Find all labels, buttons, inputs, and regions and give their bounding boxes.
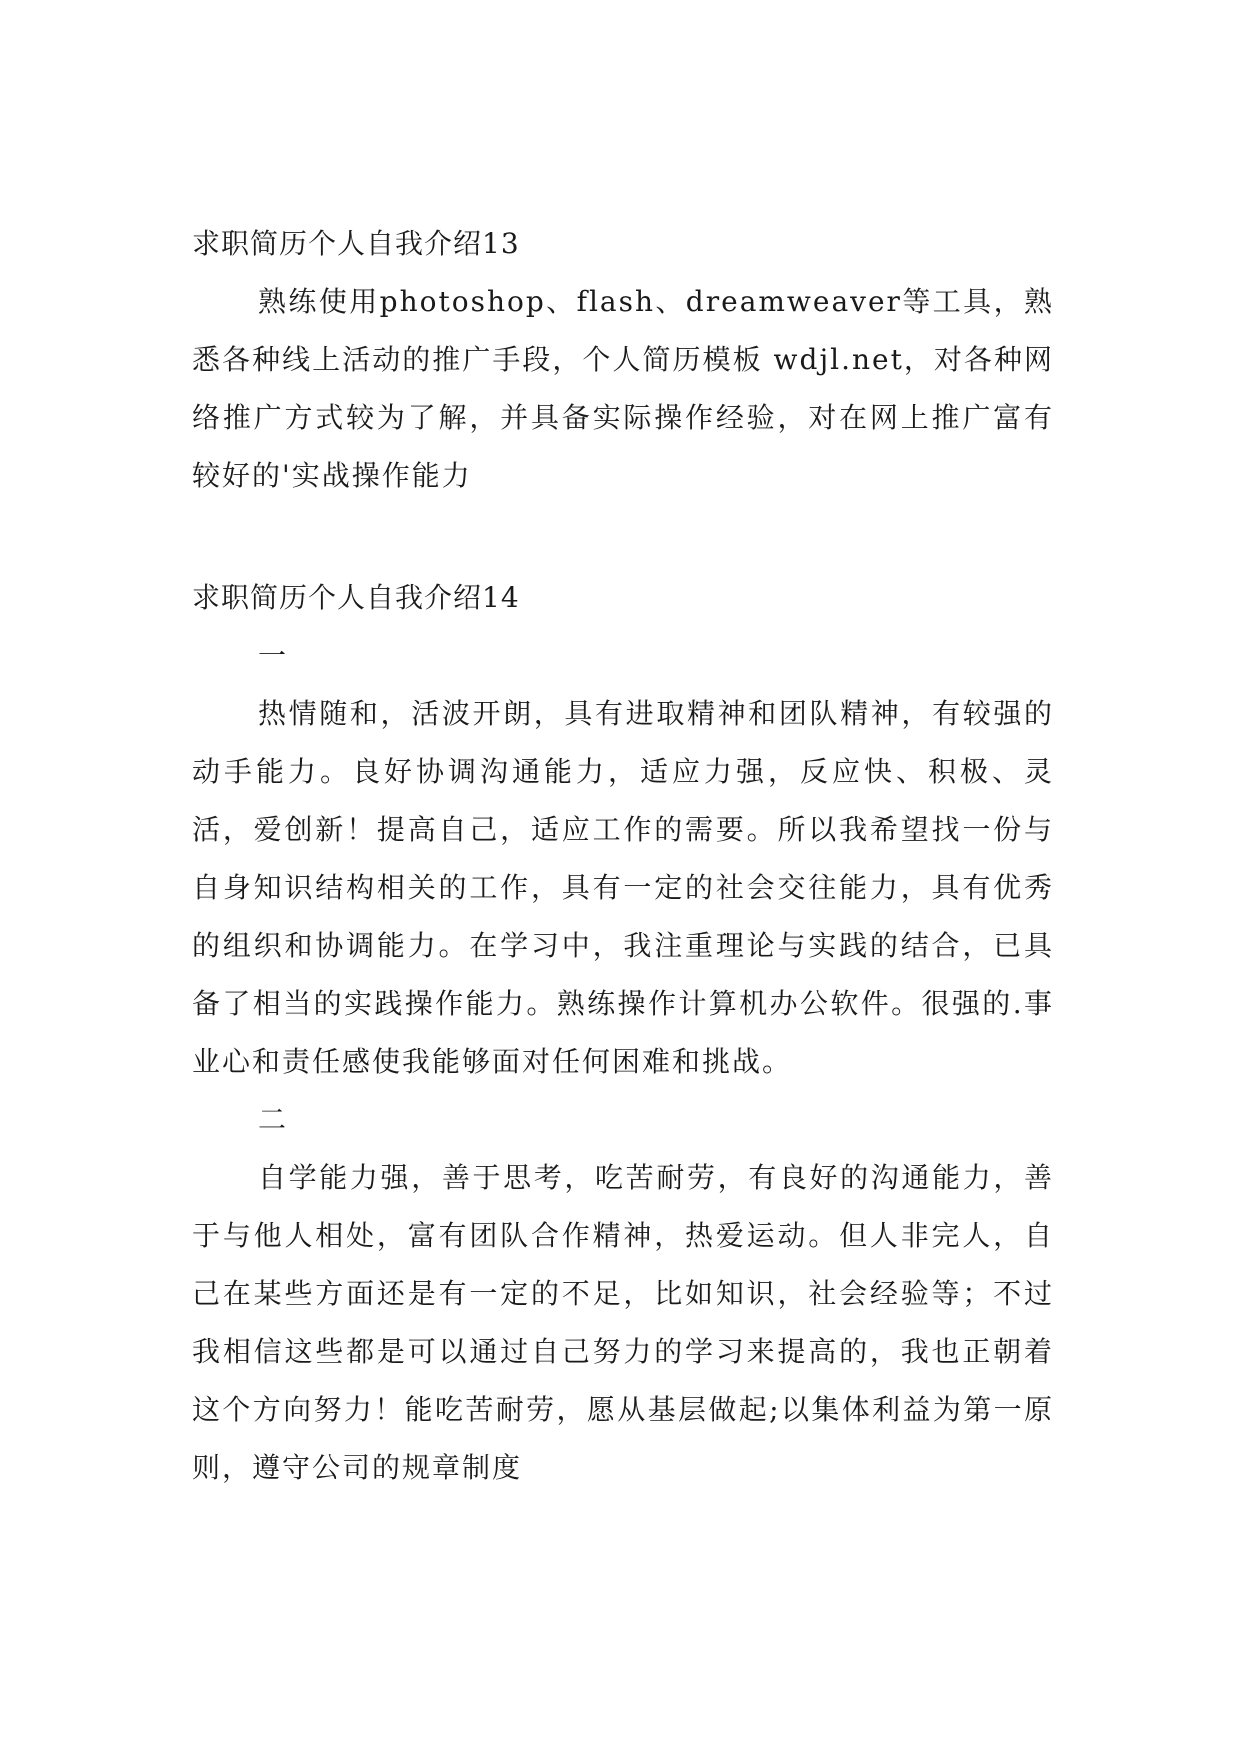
part-marker-one: 一 — [258, 639, 287, 672]
document-content — [192, 215, 1054, 1497]
section-title-14: 求职简历个人自我介绍14 — [192, 581, 520, 614]
section-13-paragraph: 熟练使用photoshop、flash、dreamweaver等工具，熟悉各种线上活动的推广手段，个人简历模板 wdjl.net，对各种网络推广方式较为了解，并具备实际操作经验，对在网上推广富有较好的'实战操作能力 — [192, 285, 1054, 492]
section-spacer — [192, 505, 1054, 569]
section-title-13: 求职简历个人自我介绍13 — [192, 227, 520, 260]
part-two-paragraph: 自学能力强，善于思考，吃苦耐劳，有良好的沟通能力，善于与他人相处，富有团队合作精神，热爱运动。但人非完人，自己在某些方面还是有一定的不足，比如知识，社会经验等；不过我相信这些都是可以通过自己努力的学习来提高的，我也正朝着这个方向努力！能吃苦耐劳，愿从基层做起;以集体利益为第一原则，遵守公司的规章制度 — [192, 1161, 1054, 1484]
part-one-paragraph: 热情随和，活波开朗，具有进取精神和团队精神，有较强的动手能力。良好协调沟通能力，适应力强，反应快、积极、灵活，爱创新！提高自己，适应工作的需要。所以我希望找一份与自身知识结构相关的工作，具有一定的社会交往能力，具有优秀的组织和协调能力。在学习中，我注重理论与实践的结合，已具备了相当的实践操作能力。熟练操作计算机办公软件。很强的.事业心和责任感使我能够面对任何困难和挑战。 — [192, 697, 1054, 1078]
part-marker-two: 二 — [258, 1103, 287, 1136]
